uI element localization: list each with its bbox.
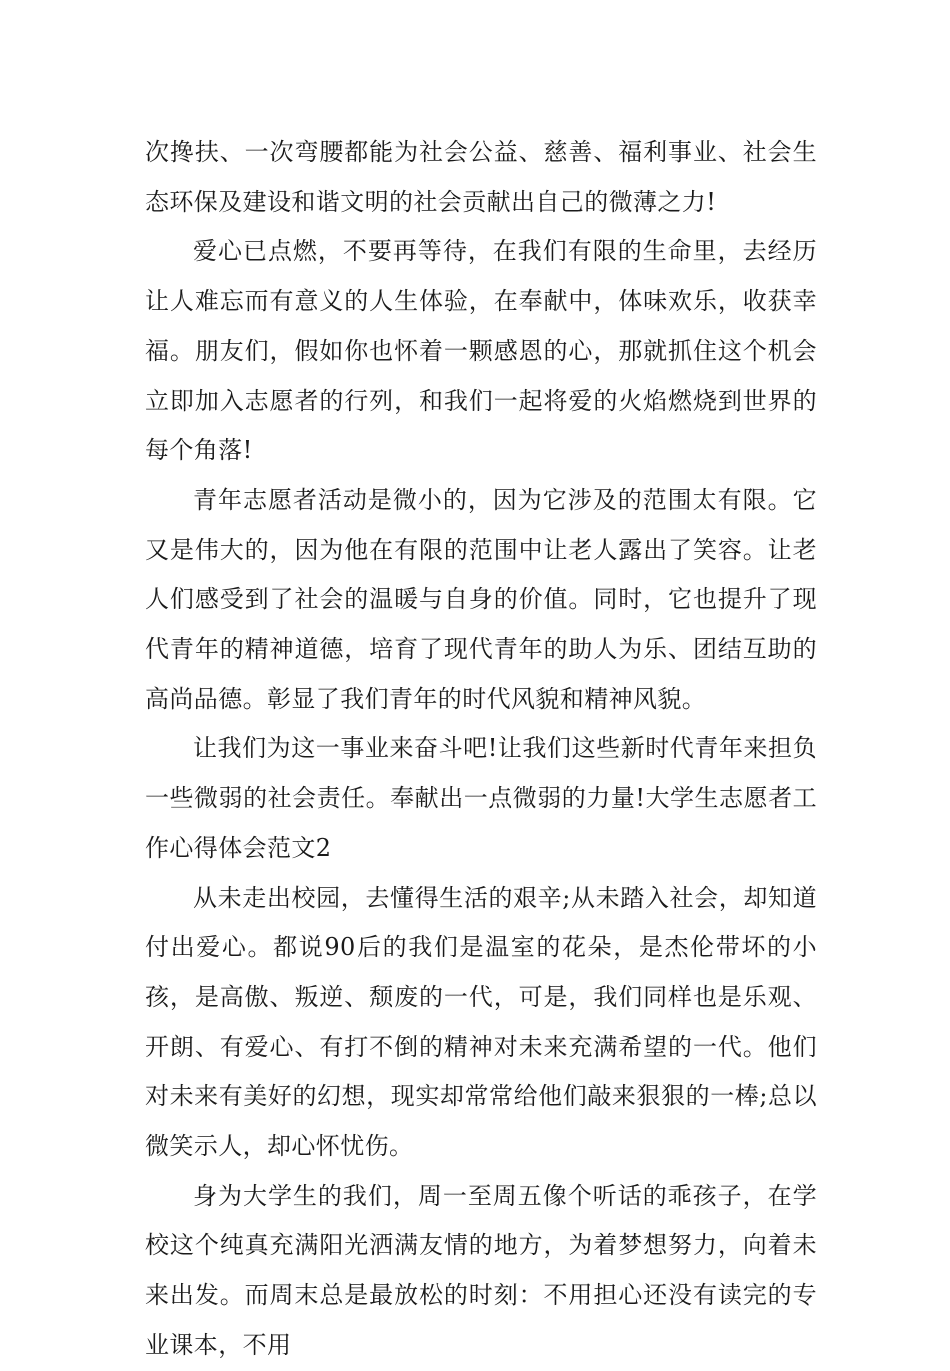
paragraph-4: 让我们为这一事业来奋斗吧!让我们这些新时代青年来担负一些微弱的社会责任。奉献出一点微弱的力量!大学生志愿者工作心得体会范文2: [145, 734, 817, 862]
paragraph-5: 从未走出校园，去懂得生活的艰辛;从未踏入社会，却知道付出爱心。都说90后的我们是温室的花朵，是杰伦带坏的小孩，是高傲、叛逆、颓废的一代，可是，我们同样也是乐观、开朗、有爱心、有打不倒的精神对未来充满希望的一代。他们对未来有美好的幻想，现实却常常给他们敲来狠狠的一棒;总以微笑示人，却心怀忧伤。: [145, 883, 817, 1161]
document-body: [145, 128, 817, 1371]
paragraph-2: 爱心已点燃，不要再等待，在我们有限的生命里，去经历让人难忘而有意义的人生体验，在奉献中，体味欢乐，收获幸福。朋友们，假如你也怀着一颗感恩的心，那就抓住这个机会立即加入志愿者的行列，和我们一起将爱的火焰燃烧到世界的每个角落!: [145, 237, 817, 465]
paragraph-6: 身为大学生的我们，周一至周五像个听话的乖孩子，在学校这个纯真充满阳光洒满友情的地方，为着梦想努力，向着未来出发。而周末总是最放松的时刻：不用担心还没有读完的专业课本，不用: [145, 1181, 817, 1359]
paragraph-3: 青年志愿者活动是微小的，因为它涉及的范围太有限。它又是伟大的，因为他在有限的范围中让老人露出了笑容。让老人们感受到了社会的温暖与自身的价值。同时，它也提升了现代青年的精神道德，培育了现代青年的助人为乐、团结互助的高尚品德。彰显了我们青年的时代风貌和精神风貌。: [145, 485, 817, 713]
paragraph-1: 次搀扶、一次弯腰都能为社会公益、慈善、福利事业、社会生态环保及建设和谐文明的社会贡献出自己的微薄之力!: [145, 138, 817, 216]
